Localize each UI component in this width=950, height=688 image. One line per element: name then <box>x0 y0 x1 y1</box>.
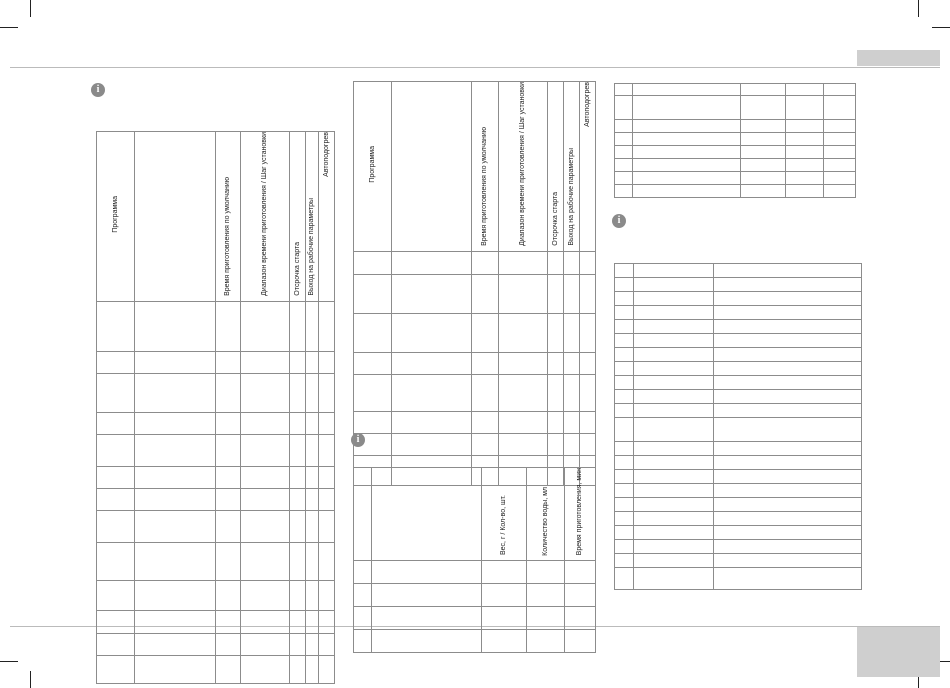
table-row <box>615 484 862 498</box>
crop-mark <box>30 0 31 17</box>
table-row <box>615 512 862 526</box>
table-row <box>615 159 856 172</box>
header-default-time: Время приготовления по умолчанию <box>472 82 499 252</box>
table-row <box>97 580 335 610</box>
table-row <box>615 334 862 348</box>
table-row <box>354 411 596 433</box>
table-row <box>354 630 596 653</box>
table-row <box>354 607 596 630</box>
header-default-time: Время приготовления по умолчанию <box>216 132 241 302</box>
header-time: Время приготовления, мин <box>565 468 596 561</box>
table-row <box>615 278 862 292</box>
table-row <box>615 456 862 470</box>
header-delay-start: Отсрочка старта <box>290 132 306 302</box>
table-row <box>97 633 335 655</box>
table-row <box>354 433 596 455</box>
header-weight: Вес, г / Кол-во, шт. <box>482 468 527 561</box>
table-row <box>97 510 335 542</box>
table-row <box>354 374 596 411</box>
table-row <box>615 470 862 484</box>
header-blank <box>354 468 372 561</box>
info-icon: i <box>612 214 626 228</box>
header-program: Программа <box>97 132 135 302</box>
table-row <box>615 442 862 456</box>
table-row <box>615 568 862 590</box>
steam-table <box>353 467 596 653</box>
table-row <box>615 320 862 334</box>
crop-mark <box>932 27 950 28</box>
header-reach-params: Выход на рабочие параметры <box>564 82 580 252</box>
header-autoheat: Автоподогрев <box>319 132 335 302</box>
table-row <box>615 84 856 96</box>
table-row <box>615 554 862 568</box>
table-row <box>615 264 862 278</box>
table-row <box>615 172 856 185</box>
page-number-tab <box>857 627 940 677</box>
section-tab <box>857 50 940 66</box>
header-time-range: Диапазон времени приготовления / Шаг установки <box>499 82 548 252</box>
table-row <box>615 390 862 404</box>
table-row <box>97 351 335 373</box>
table-row <box>615 498 862 512</box>
table-row <box>97 542 335 580</box>
middle-programs-table <box>353 81 596 486</box>
table-row <box>615 362 862 376</box>
table-row <box>615 96 856 120</box>
crop-mark <box>918 0 919 17</box>
table-row <box>354 274 596 313</box>
right-top-table <box>614 83 856 198</box>
table-row <box>97 610 335 633</box>
table-row <box>615 292 862 306</box>
table-row <box>615 348 862 362</box>
table-row <box>97 373 335 412</box>
right-lower-table <box>614 263 862 590</box>
table-row <box>354 251 596 274</box>
info-icon: i <box>351 433 365 447</box>
header-time-range: Диапазон времени приготовления / Шаг установки <box>241 132 290 302</box>
table-row <box>615 418 862 442</box>
table-row <box>615 404 862 418</box>
table-row <box>97 434 335 466</box>
header-autoheat: Автоподогрев <box>580 82 596 252</box>
crop-mark <box>30 671 31 688</box>
header-blank <box>392 82 472 252</box>
header-blank <box>135 132 216 302</box>
table-row <box>615 146 856 159</box>
header-program: Программа <box>354 82 392 252</box>
crop-mark <box>0 661 18 662</box>
table-row <box>97 412 335 434</box>
table-row <box>354 561 596 584</box>
table-row <box>97 301 335 351</box>
header-delay-start: Отсрочка старта <box>548 82 564 252</box>
table-row <box>615 540 862 554</box>
left-programs-table <box>96 131 335 684</box>
table-row <box>615 185 856 198</box>
header-water: Количество воды, мл <box>527 468 565 561</box>
table-row <box>354 313 596 352</box>
table-row <box>97 466 335 488</box>
crop-mark <box>0 27 18 28</box>
header-blank <box>372 468 482 561</box>
table-row <box>97 488 335 510</box>
header-reach-params: Выход на рабочие параметры <box>306 132 319 302</box>
table-row <box>615 120 856 133</box>
table-row <box>354 584 596 607</box>
table-row <box>615 133 856 146</box>
header-rule <box>10 67 940 68</box>
table-row <box>615 376 862 390</box>
table-row <box>97 655 335 683</box>
table-row <box>615 526 862 540</box>
info-icon: i <box>91 83 105 97</box>
table-row <box>615 306 862 320</box>
table-row <box>354 352 596 374</box>
